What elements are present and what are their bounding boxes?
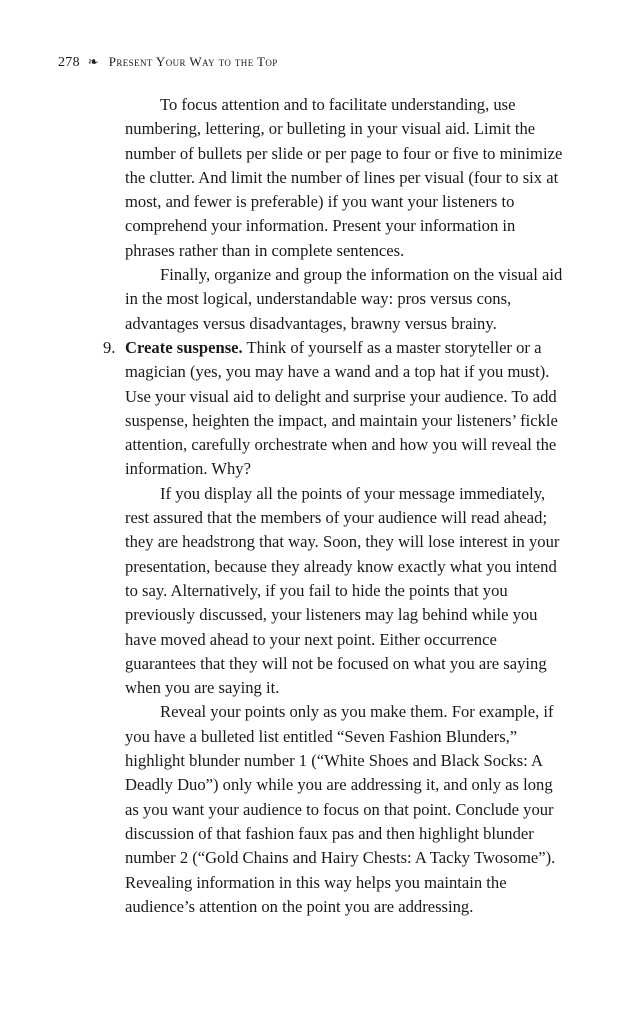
list-item-create-suspense: [103, 336, 567, 919]
paragraph-display-points: If you display all the points of your message immediately, rest assured that the members of your audience will read ahead; they are headstrong that way. Soon, they will lose interest in your presentation, because they already know exactly what you intend to say. Alternatively, if you fail to hide the points that you previously discussed, your listeners may lag behind while you have moved ahead to your next point. Either occurrence guarantees that they will not be focused on what you are saying when you are saying it.: [125, 483, 560, 698]
list-item-paragraph: [125, 336, 567, 482]
running-header: [58, 54, 278, 71]
paragraph-organize-info: Finally, organize and group the information on the visual aid in the most logical, understandable way: pros versus cons, advantages versus disadvantages, brawny versus brainy.: [125, 265, 563, 333]
list-item-number: 9.: [103, 337, 116, 357]
list-item-text: Think of yourself as a master storyteller or a magician (yes, you may have a wand and a top hat if you must). Use your visual aid to delight and surprise your audience. To add suspense, heighten the impact, and maintain your listeners’ fickle attention, carefully orchestrate when and how you will reveal the information. Why?: [125, 337, 558, 479]
paragraph-reveal-points: Reveal your points only as you make them. For example, if you have a bulleted list entitled “Seven Fashion Blunders,” highlight blunder number 1 (“White Shoes and Black Socks: A Deadly Duo”) only while you are addressing it, and only as long as you want your audience to focus on that point. Conclude your discussion of that fashion faux pas and then highlight blunder number 2 (“Gold Chains and Hairy Chests: A Tacky Twosome”). Revealing information in this way helps you maintain the audience’s attention on the point you are addressing.: [125, 702, 556, 916]
running-title: Present Your Way to the Top: [108, 54, 278, 69]
page-body: [103, 93, 567, 919]
list-item-lead: Create suspense.: [125, 337, 243, 357]
paragraph-bullets-guidance: To focus attention and to facilitate understanding, use numbering, lettering, or bulleting in your visual aid. Limit the number of bullets per slide or per page to four or five to minimize the clutter. And limit the number of lines per visual (four to six at most, and fewer is preferable) if you want your listeners to comprehend your information. Present your information in phrases rather than in complete sentences.: [125, 95, 563, 260]
page-number: 278: [58, 55, 80, 70]
fleuron-ornament-icon: ❧: [87, 54, 99, 69]
